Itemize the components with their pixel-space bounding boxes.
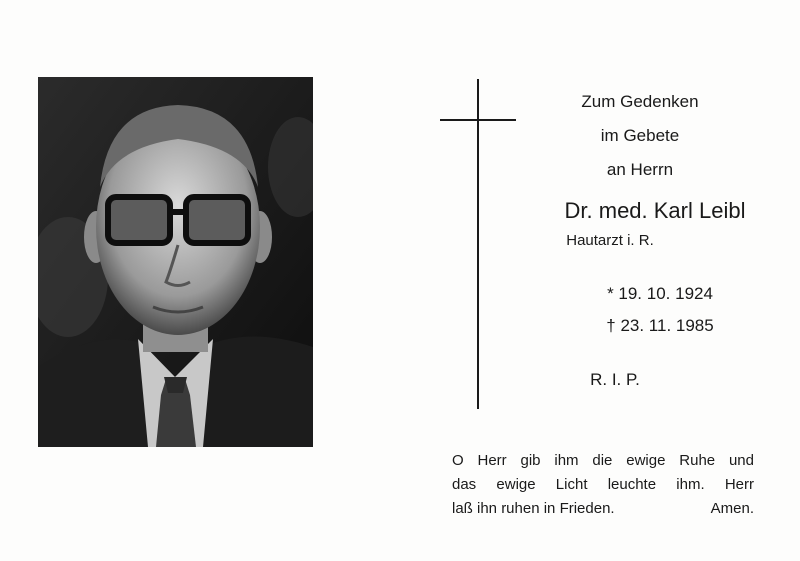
rip-text: R. I. P. bbox=[590, 370, 640, 389]
cross-vertical-bar bbox=[477, 79, 479, 409]
deceased-name: Dr. med. Karl Leibl bbox=[564, 198, 746, 223]
deceased-profession: Hautarzt i. R. bbox=[566, 232, 654, 249]
prayer-text bbox=[452, 449, 754, 521]
cross-horizontal-bar bbox=[440, 119, 516, 121]
prayer-amen: Amen. bbox=[710, 500, 754, 517]
prayer-line3-row bbox=[452, 497, 754, 521]
prayer-line1: O Herr gib ihm die ewige Ruhe und bbox=[452, 452, 754, 469]
memorial-heading-line3: an Herrn bbox=[606, 160, 674, 179]
birth-date: * 19. 10. 1924 bbox=[607, 284, 713, 303]
prayer-line3: laß ihn ruhen in Frieden. bbox=[452, 500, 615, 517]
memorial-heading-line1: Zum Gedenken bbox=[581, 92, 699, 111]
memorial-heading-line2: im Gebete bbox=[600, 126, 680, 145]
portrait-photo bbox=[38, 77, 313, 447]
prayer-line2: das ewige Licht leuchte ihm. Herr bbox=[452, 476, 754, 493]
death-date: † 23. 11. 1985 bbox=[606, 316, 714, 335]
